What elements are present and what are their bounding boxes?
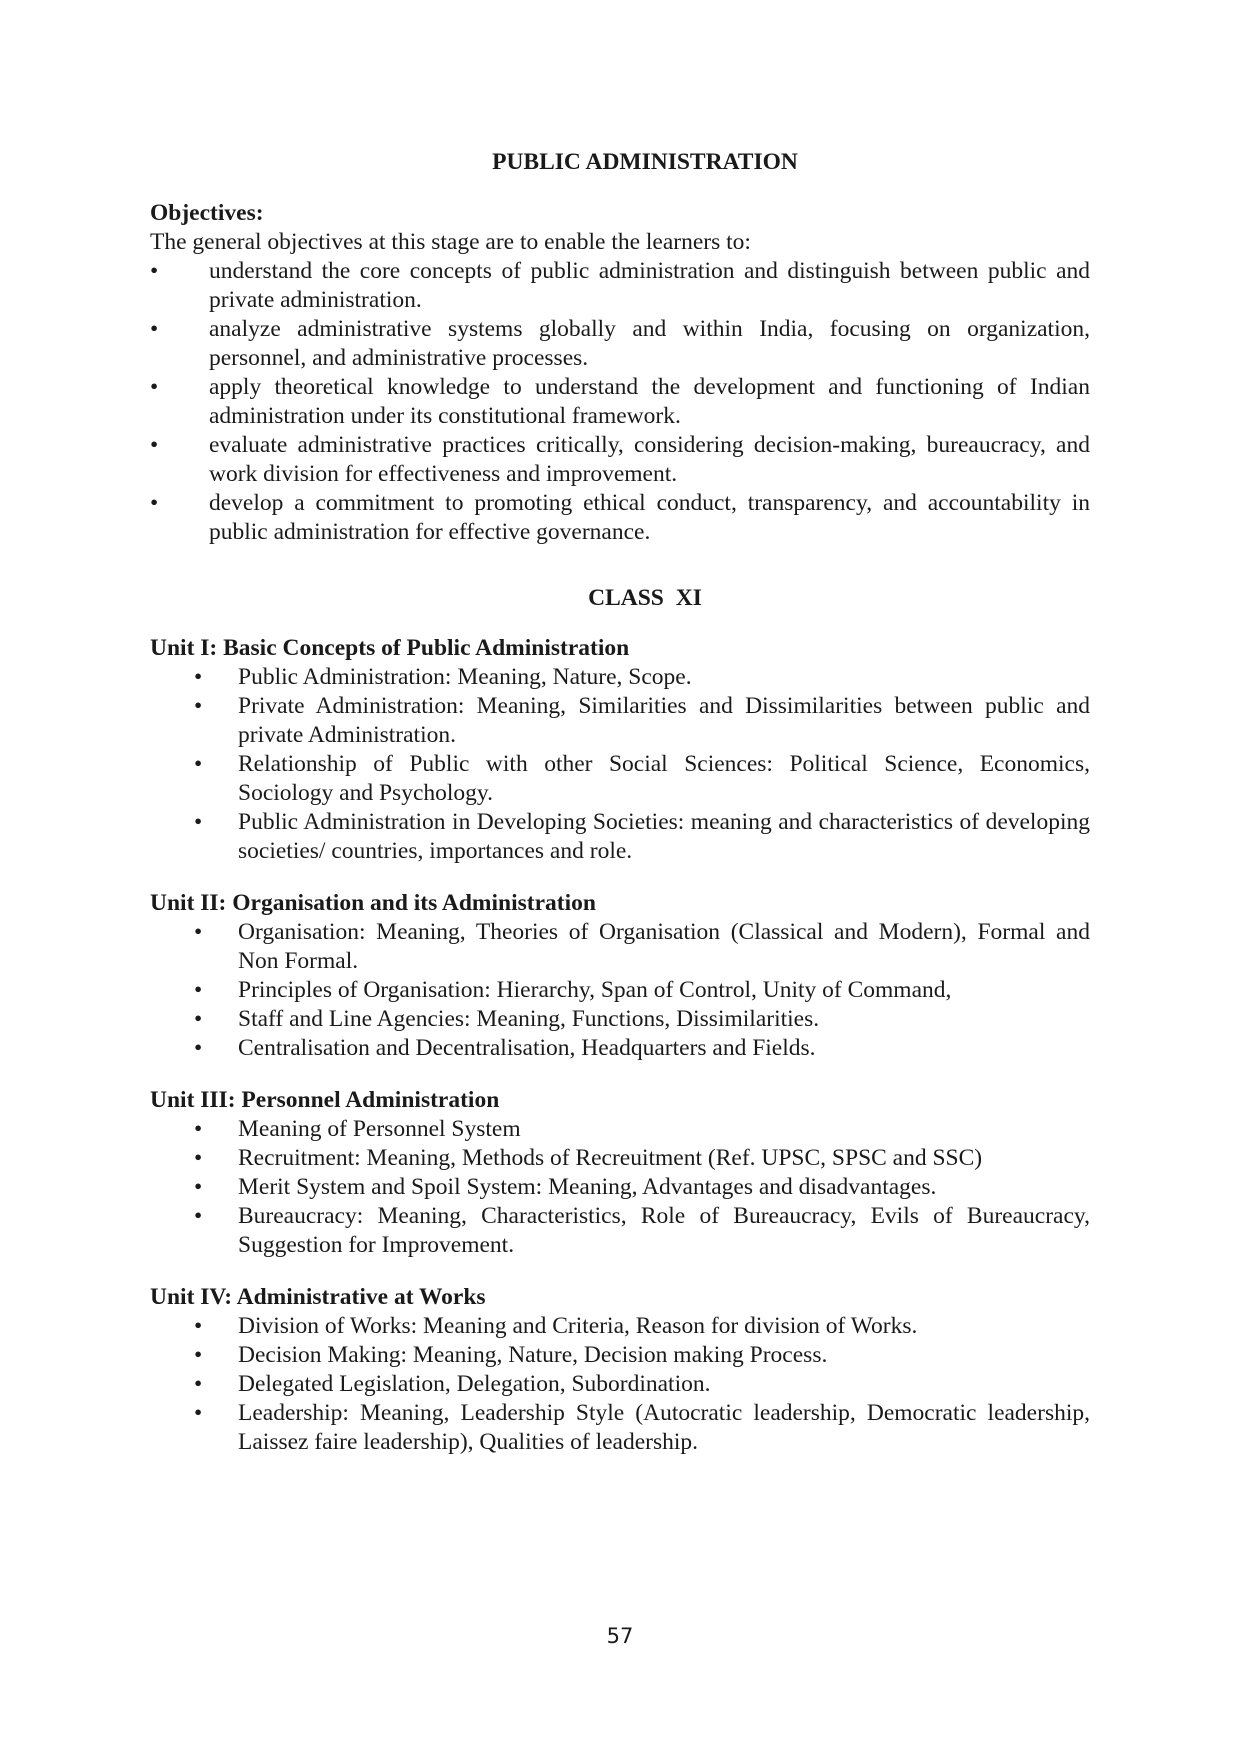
document-page: [150, 148, 1090, 1480]
list-item: [150, 431, 1090, 489]
bullet-icon: •: [194, 977, 203, 1003]
list-item: [150, 1399, 1090, 1457]
list-item: [150, 1202, 1090, 1260]
document-title: PUBLIC ADMINISTRATION: [492, 149, 798, 175]
list-item: [150, 750, 1090, 808]
topic-text: Staff and Line Agencies: Meaning, Functions, Dissimilarities.: [238, 1006, 820, 1032]
list-item: [150, 808, 1090, 866]
page-number: 57: [606, 1624, 634, 1648]
bullet-icon: •: [194, 751, 203, 777]
bullet-icon: •: [194, 693, 203, 719]
unit-heading: Unit II: Organisation and its Administration: [150, 890, 596, 916]
list-item: [150, 315, 1090, 373]
bullet-icon: •: [150, 316, 159, 342]
unit-topics-list: [150, 918, 1090, 1063]
unit-2-section: [150, 889, 1090, 1063]
unit-heading: Unit I: Basic Concepts of Public Administration: [150, 635, 630, 661]
topic-text: Meaning of Personnel System: [238, 1116, 521, 1142]
list-item: [150, 1005, 1090, 1034]
list-item: [150, 692, 1090, 750]
list-item: [150, 663, 1090, 692]
bullet-icon: •: [150, 374, 159, 400]
unit-topics-list: [150, 663, 1090, 866]
objective-text: develop a commitment to promoting ethical conduct, transparency, and accountability in public administration for effective governance.: [209, 490, 1090, 545]
list-item: [150, 1144, 1090, 1173]
topic-text: Organisation: Meaning, Theories of Organisation (Classical and Modern), Formal and Non Formal.: [238, 919, 1090, 974]
list-item: [150, 976, 1090, 1005]
objective-text: apply theoretical knowledge to understand the development and functioning of Indian administration under its constitutional framework.: [209, 374, 1090, 429]
bullet-icon: •: [150, 490, 159, 516]
list-item: [150, 1341, 1090, 1370]
bullet-icon: •: [194, 1400, 203, 1426]
bullet-icon: •: [194, 809, 203, 835]
bullet-icon: •: [194, 1371, 203, 1397]
unit-topics-list: [150, 1115, 1090, 1260]
bullet-icon: •: [194, 919, 203, 945]
topic-text: Relationship of Public with other Social Sciences: Political Science, Economics, Sociology and Psychology.: [238, 751, 1090, 806]
bullet-icon: •: [150, 432, 159, 458]
list-item: [150, 373, 1090, 431]
topic-text: Recruitment: Meaning, Methods of Recreuitment (Ref. UPSC, SPSC and SSC): [238, 1145, 983, 1171]
unit-1-section: [150, 634, 1090, 866]
bullet-icon: •: [194, 1313, 203, 1339]
unit-4-section: [150, 1283, 1090, 1457]
topic-text: Decision Making: Meaning, Nature, Decision making Process.: [238, 1342, 828, 1368]
objectives-list: [150, 257, 1090, 547]
list-item: [150, 1034, 1090, 1063]
topic-text: Public Administration: Meaning, Nature, Scope.: [238, 664, 692, 690]
topic-text: Delegated Legislation, Delegation, Subordination.: [238, 1371, 711, 1397]
objective-text: evaluate administrative practices critically, considering decision-making, bureaucracy, and work division for effectiveness and improvement.: [209, 432, 1090, 487]
list-item: [150, 489, 1090, 547]
unit-3-section: [150, 1086, 1090, 1260]
bullet-icon: •: [194, 1035, 203, 1061]
unit-topics-list: [150, 1312, 1090, 1457]
bullet-icon: •: [194, 1342, 203, 1368]
unit-heading: Unit IV: Administrative at Works: [150, 1284, 486, 1310]
unit-heading: Unit III: Personnel Administration: [150, 1087, 500, 1113]
bullet-icon: •: [150, 258, 159, 284]
topic-text: Centralisation and Decentralisation, Headquarters and Fields.: [238, 1035, 816, 1061]
objectives-heading: Objectives:: [150, 200, 264, 226]
topic-text: Principles of Organisation: Hierarchy, Span of Control, Unity of Command,: [238, 977, 952, 1003]
bullet-icon: •: [194, 1145, 203, 1171]
class-title: CLASS XI: [588, 585, 702, 611]
objectives-section: [150, 199, 1090, 547]
bullet-icon: •: [194, 1203, 203, 1229]
topic-text: Bureaucracy: Meaning, Characteristics, Role of Bureaucracy, Evils of Bureaucracy, Suggestion for Improvement.: [238, 1203, 1090, 1258]
bullet-icon: •: [194, 1116, 203, 1142]
bullet-icon: •: [194, 1174, 203, 1200]
objective-text: analyze administrative systems globally and within India, focusing on organization, personnel, and administrative processes.: [209, 316, 1090, 371]
topic-text: Division of Works: Meaning and Criteria, Reason for division of Works.: [238, 1313, 918, 1339]
topic-text: Merit System and Spoil System: Meaning, Advantages and disadvantages.: [238, 1174, 937, 1200]
topic-text: Public Administration in Developing Societies: meaning and characteristics of developing societies/ countries, importances and role.: [238, 809, 1090, 864]
bullet-icon: •: [194, 664, 203, 690]
objective-text: understand the core concepts of public administration and distinguish between public and private administration.: [209, 258, 1090, 313]
list-item: [150, 1115, 1090, 1144]
list-item: [150, 1370, 1090, 1399]
list-item: [150, 1173, 1090, 1202]
list-item: [150, 1312, 1090, 1341]
topic-text: Private Administration: Meaning, Similarities and Dissimilarities between public and private Administration.: [238, 693, 1090, 748]
list-item: [150, 257, 1090, 315]
topic-text: Leadership: Meaning, Leadership Style (Autocratic leadership, Democratic leadership, Laissez faire leadership), Qualities of leadership.: [238, 1400, 1090, 1455]
objectives-intro: The general objectives at this stage are to enable the learners to:: [150, 229, 751, 255]
list-item: [150, 918, 1090, 976]
bullet-icon: •: [194, 1006, 203, 1032]
